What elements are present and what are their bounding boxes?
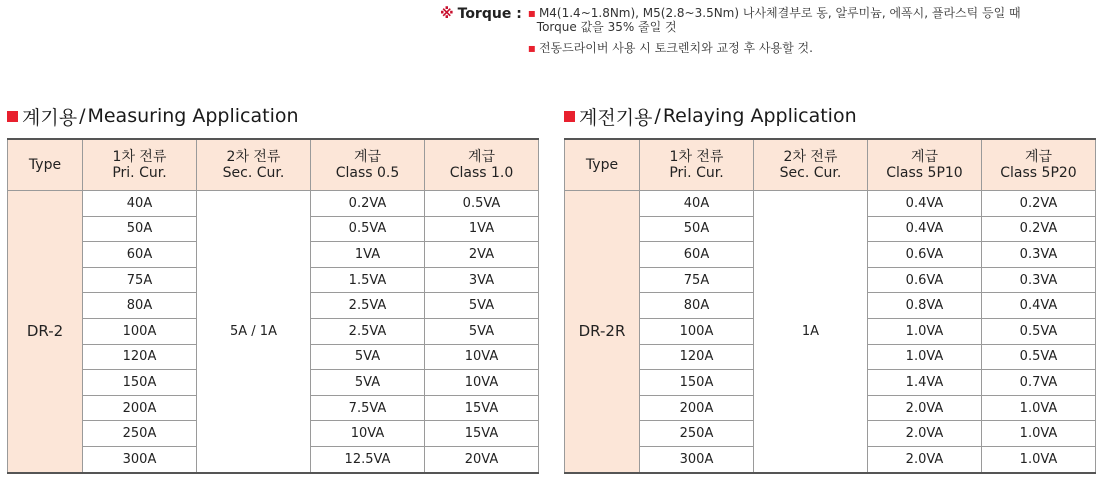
column-header xyxy=(8,139,83,191)
table-row xyxy=(8,191,539,217)
header-label: 1차 전류 xyxy=(112,149,167,165)
torque-label: Torque : xyxy=(457,6,522,22)
primary-current-cell: 40A xyxy=(83,191,197,217)
class-cell: 0.5VA xyxy=(982,344,1096,370)
bullet-icon: ▪ xyxy=(527,6,536,20)
primary-current-cell: 50A xyxy=(83,216,197,242)
header-label: Type xyxy=(585,157,619,173)
class-cell: 1.0VA xyxy=(868,344,982,370)
class-cell: 0.4VA xyxy=(868,216,982,242)
class-cell: 10VA xyxy=(425,344,539,370)
primary-current-cell: 250A xyxy=(640,421,754,447)
header-label: 계급 xyxy=(353,149,382,165)
primary-current-cell: 250A xyxy=(83,421,197,447)
class-cell: 1.0VA xyxy=(982,446,1096,472)
class-cell: 2.5VA xyxy=(311,318,425,344)
torque-note-2 xyxy=(528,41,1021,55)
class-cell: 0.5VA xyxy=(311,216,425,242)
secondary-current-cell: 1A xyxy=(754,191,868,473)
torque-note-1 xyxy=(528,6,1021,20)
class-cell: 5VA xyxy=(425,293,539,319)
primary-current-cell: 50A xyxy=(640,216,754,242)
column-header xyxy=(754,139,868,191)
primary-current-cell: 60A xyxy=(640,242,754,268)
primary-current-cell: 40A xyxy=(640,191,754,217)
relaying-title: 계전기용 / Relaying Application xyxy=(564,104,1095,128)
primary-current-cell: 200A xyxy=(83,395,197,421)
class-cell: 15VA xyxy=(425,395,539,421)
header-label: 계급 xyxy=(1024,149,1053,165)
class-cell: 1.0VA xyxy=(982,395,1096,421)
header-sublabel: Class 1.0 xyxy=(449,165,514,181)
square-bullet-icon xyxy=(7,111,18,122)
primary-current-cell: 150A xyxy=(640,370,754,396)
class-cell: 0.2VA xyxy=(311,191,425,217)
class-cell: 1VA xyxy=(311,242,425,268)
primary-current-cell: 120A xyxy=(640,344,754,370)
header-sublabel: Pri. Cur. xyxy=(669,165,724,181)
column-header xyxy=(982,139,1096,191)
class-cell: 0.5VA xyxy=(982,318,1096,344)
class-cell: 10VA xyxy=(311,421,425,447)
primary-current-cell: 100A xyxy=(640,318,754,344)
primary-current-cell: 200A xyxy=(640,395,754,421)
column-header xyxy=(565,139,640,191)
header-sublabel: Sec. Cur. xyxy=(222,165,285,181)
primary-current-cell: 150A xyxy=(83,370,197,396)
class-cell: 0.8VA xyxy=(868,293,982,319)
class-cell: 1.5VA xyxy=(311,267,425,293)
column-header xyxy=(311,139,425,191)
header-label: 1차 전류 xyxy=(669,149,724,165)
torque-note-1-line1: M4(1.4~1.8Nm), M5(2.8~3.5Nm) 나사체결부로 동, 알루미늄, 에폭시, 플라스틱 등일 때 xyxy=(538,6,1021,20)
class-cell: 0.3VA xyxy=(982,242,1096,268)
class-cell: 1.0VA xyxy=(868,318,982,344)
measuring-section xyxy=(7,104,538,474)
header-label: Type xyxy=(28,157,62,173)
class-cell: 12.5VA xyxy=(311,446,425,472)
header-sublabel: Class 5P20 xyxy=(1000,165,1077,181)
class-cell: 20VA xyxy=(425,446,539,472)
type-cell: DR-2 xyxy=(8,191,83,473)
primary-current-cell: 75A xyxy=(640,267,754,293)
measuring-table xyxy=(7,138,539,474)
class-cell: 1.0VA xyxy=(982,421,1096,447)
header-sublabel: Class 5P10 xyxy=(886,165,963,181)
class-cell: 0.7VA xyxy=(982,370,1096,396)
column-header xyxy=(640,139,754,191)
header-sublabel: Pri. Cur. xyxy=(112,165,167,181)
primary-current-cell: 80A xyxy=(83,293,197,319)
class-cell: 2.0VA xyxy=(868,395,982,421)
class-cell: 7.5VA xyxy=(311,395,425,421)
torque-note xyxy=(440,6,1021,55)
class-cell: 5VA xyxy=(311,344,425,370)
torque-note-1-line2: Torque 값을 35% 줄일 것 xyxy=(536,20,677,34)
primary-current-cell: 60A xyxy=(83,242,197,268)
bullet-icon: ▪ xyxy=(527,41,536,55)
class-cell: 0.5VA xyxy=(425,191,539,217)
class-cell: 1VA xyxy=(425,216,539,242)
primary-current-cell: 120A xyxy=(83,344,197,370)
class-cell: 3VA xyxy=(425,267,539,293)
class-cell: 0.4VA xyxy=(982,293,1096,319)
square-bullet-icon xyxy=(564,111,575,122)
primary-current-cell: 75A xyxy=(83,267,197,293)
table-row xyxy=(565,191,1096,217)
class-cell: 2.0VA xyxy=(868,421,982,447)
column-header xyxy=(425,139,539,191)
primary-current-cell: 100A xyxy=(83,318,197,344)
primary-current-cell: 300A xyxy=(83,446,197,472)
measuring-title-ko: 계기용 xyxy=(22,106,78,129)
class-cell: 2.5VA xyxy=(311,293,425,319)
type-cell: DR-2R xyxy=(565,191,640,473)
relaying-title-ko: 계전기용 xyxy=(579,106,653,129)
class-cell: 2.0VA xyxy=(868,446,982,472)
class-cell: 0.6VA xyxy=(868,267,982,293)
header-sublabel: Sec. Cur. xyxy=(779,165,842,181)
relaying-section xyxy=(564,104,1095,474)
class-cell: 2VA xyxy=(425,242,539,268)
torque-notes xyxy=(528,6,1021,55)
class-cell: 0.2VA xyxy=(982,216,1096,242)
torque-note-2-text: 전동드라이버 사용 시 토크렌치와 교정 후 사용할 것. xyxy=(538,41,813,55)
column-header xyxy=(868,139,982,191)
header-label: 계급 xyxy=(467,149,496,165)
class-cell: 0.4VA xyxy=(868,191,982,217)
class-cell: 0.2VA xyxy=(982,191,1096,217)
primary-current-cell: 300A xyxy=(640,446,754,472)
header-label: 2차 전류 xyxy=(226,149,281,165)
header-sublabel: Class 0.5 xyxy=(335,165,400,181)
measuring-title-en: Measuring Application xyxy=(87,105,299,127)
column-header xyxy=(197,139,311,191)
primary-current-cell: 80A xyxy=(640,293,754,319)
class-cell: 0.3VA xyxy=(982,267,1096,293)
secondary-current-cell: 5A / 1A xyxy=(197,191,311,473)
class-cell: 0.6VA xyxy=(868,242,982,268)
reference-mark: ※ xyxy=(440,6,454,22)
header-label: 2차 전류 xyxy=(783,149,838,165)
relaying-title-en: Relaying Application xyxy=(662,105,857,127)
relaying-table xyxy=(564,138,1096,474)
measuring-title: 계기용 / Measuring Application xyxy=(7,104,538,128)
class-cell: 15VA xyxy=(425,421,539,447)
header-label: 계급 xyxy=(910,149,939,165)
class-cell: 1.4VA xyxy=(868,370,982,396)
class-cell: 5VA xyxy=(311,370,425,396)
column-header xyxy=(83,139,197,191)
class-cell: 10VA xyxy=(425,370,539,396)
class-cell: 5VA xyxy=(425,318,539,344)
